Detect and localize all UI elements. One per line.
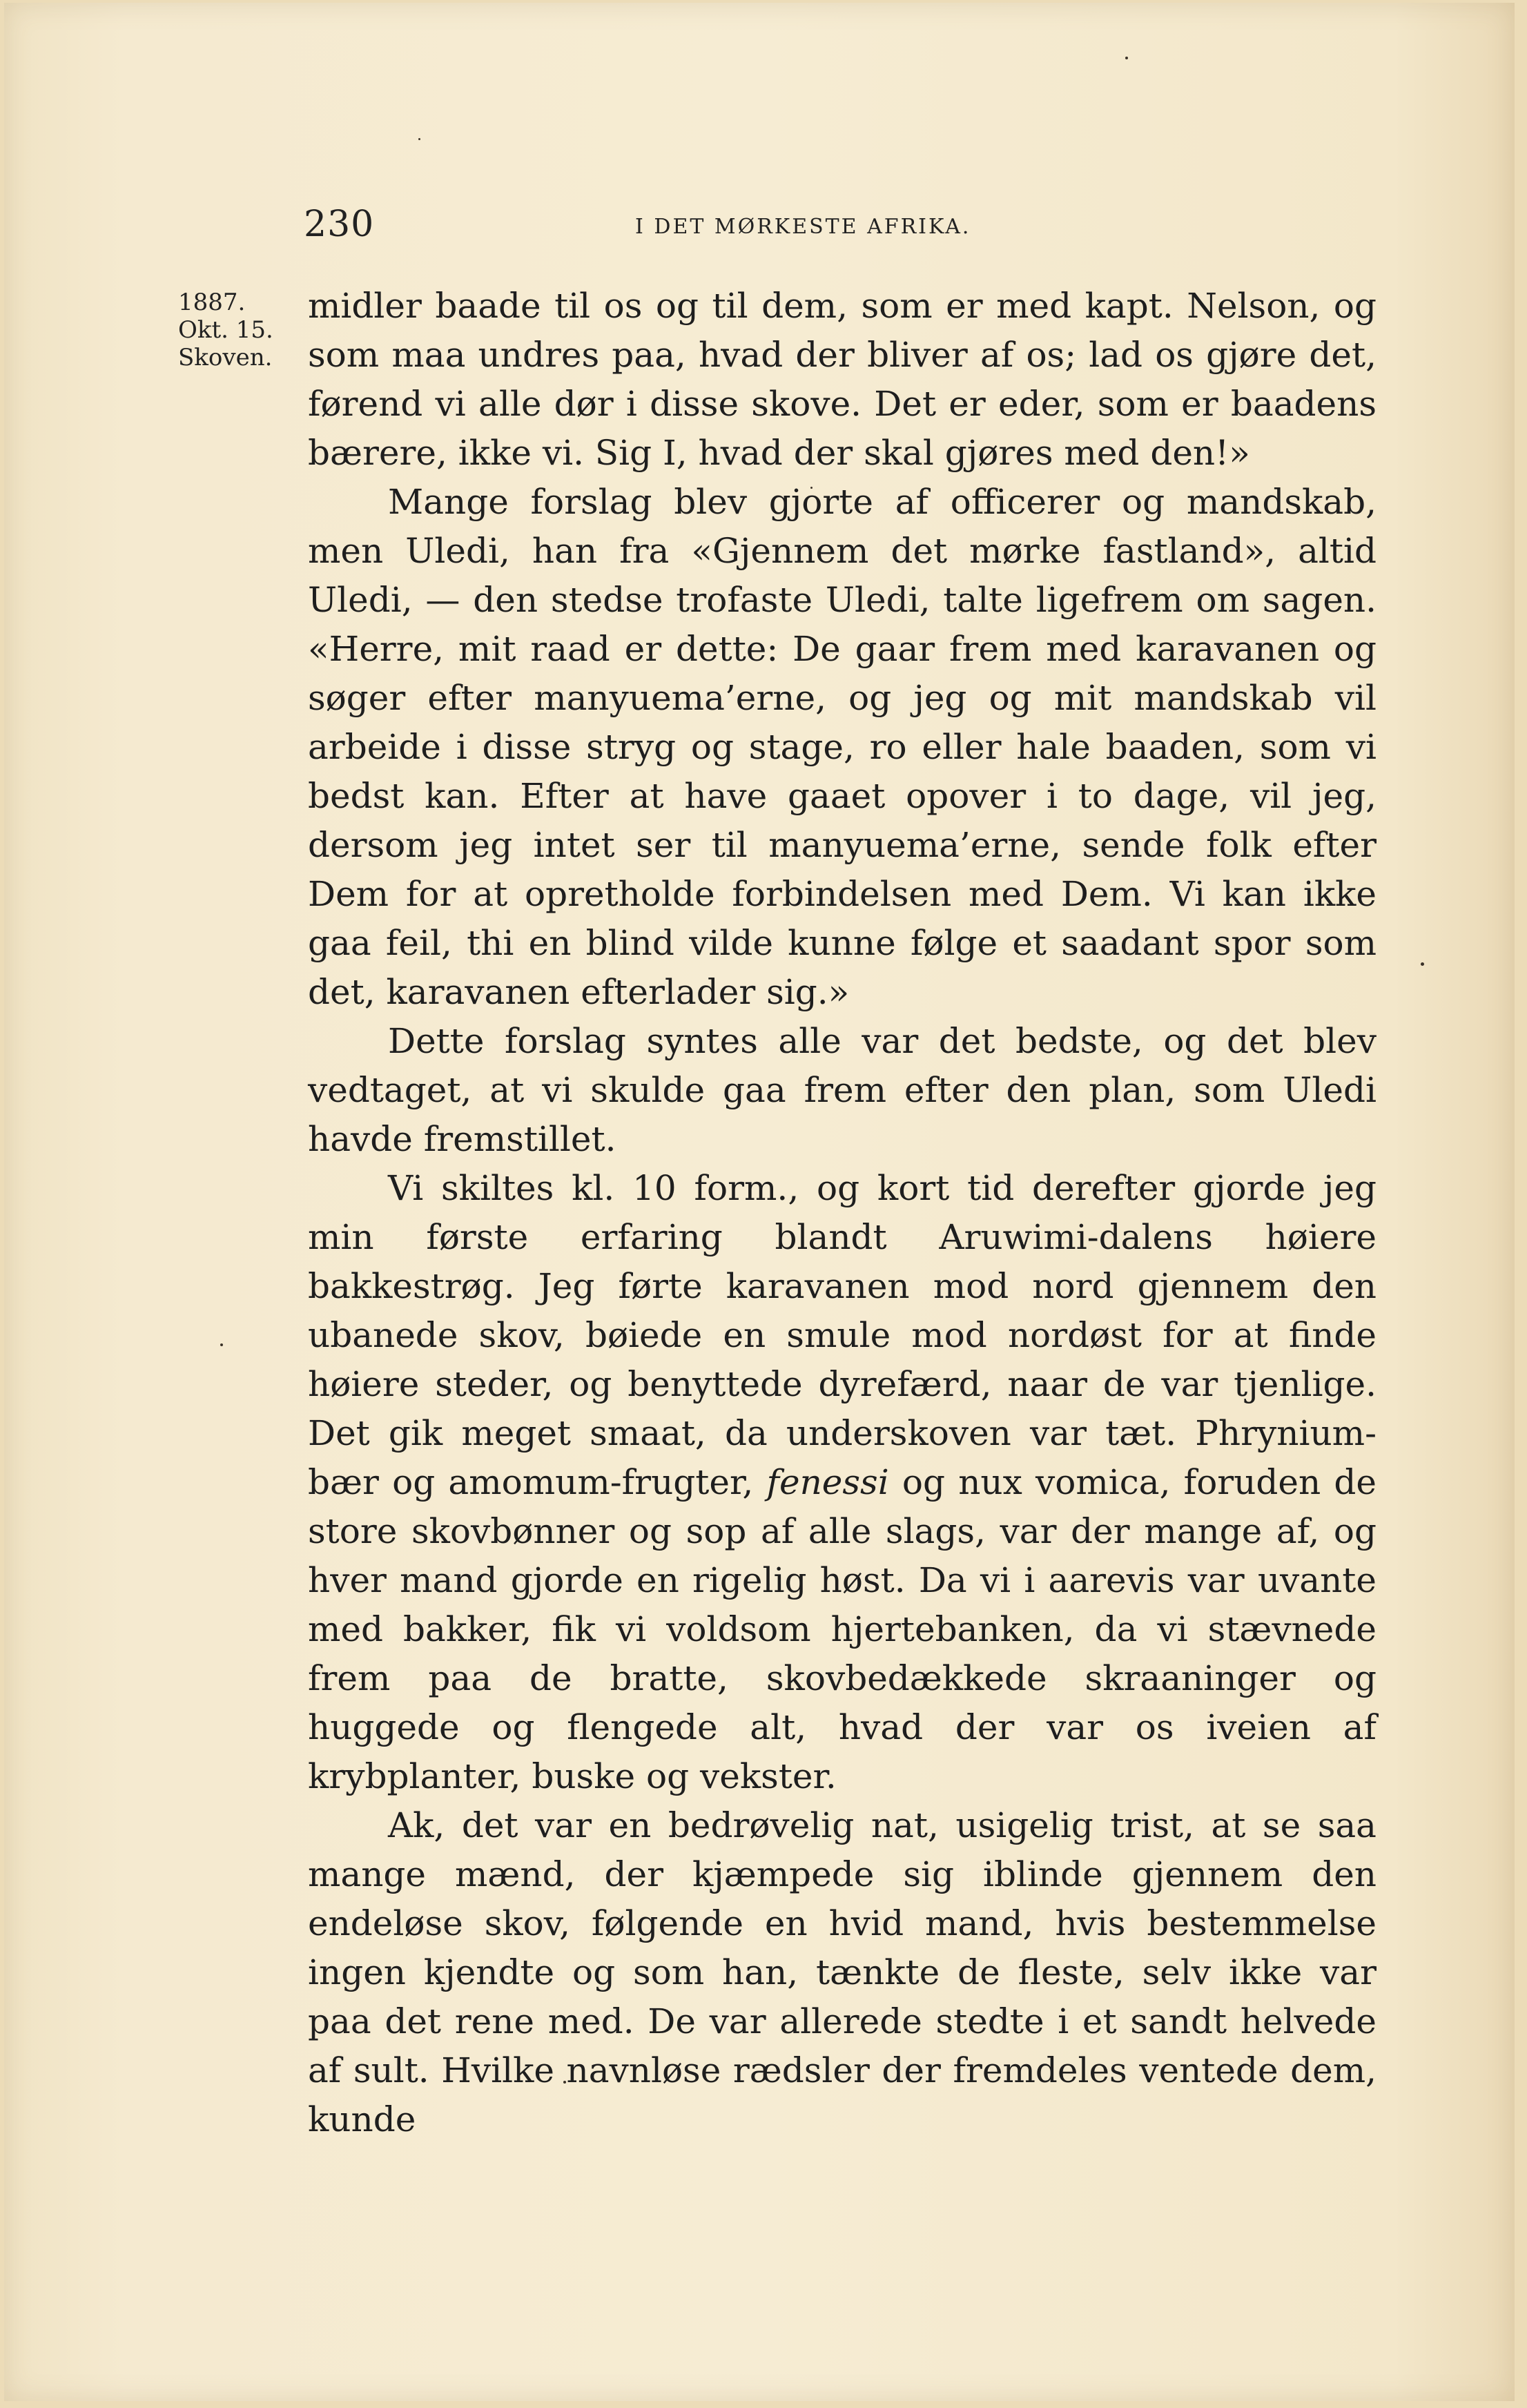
paper-speck: [1125, 57, 1128, 59]
margin-note-place: Skoven.: [178, 344, 273, 371]
paragraph: [308, 1801, 1377, 2144]
paragraph-text: og nux vomica, foruden de store skovbønner og sop af alle slags, var der mange af, og hver mand gjorde en rigelig høst. Da vi i aarevis var uvante med bakker, fik vi voldsom hjertebanken, da vi stævnede frem paa de bratte, skovbedækkede skraaninger og huggede og flengede alt, hvad der var os iveien af krybplanter, buske og vekster.: [308, 1462, 1377, 1796]
paragraph-text: midler baade til os og til dem, som er med kapt. Nelson, og som maa undres paa, hvad der bliver af os; lad os gjøre det, førend vi alle dør i disse skove. Det er eder, som er baadens bærere, ikke vi. Sig I, hvad der skal gjøres med den!»: [308, 286, 1377, 473]
paragraph: [308, 1164, 1377, 1801]
running-title: I DET MØRKESTE AFRIKA.: [635, 215, 971, 239]
body-text: [308, 282, 1377, 2144]
paper-speck: [220, 1343, 223, 1346]
paragraph-text: Mange forslag blev gjorte af officerer og mandskab, men Uledi, han fra «Gjennem det mørke fastland», altid Uledi, — den stedse trofaste Uledi, talte ligefrem om sagen. «Herre, mit raad er dette: De gaar frem med karavanen og søger efter manyuema’erne, og jeg og mit mandskab vil arbeide i disse stryg og stage, ro eller hale baaden, som vi bedst kan. Efter at have gaaet opover i to dage, vil jeg, dersom jeg intet ser til manyuema’erne, sende folk efter Dem for at opretholde forbindelsen med Dem. Vi kan ikke gaa feil, thi en blind vilde kunne følge et saadant spor som det, karavanen efterlader sig.»: [308, 482, 1377, 1012]
paragraph: [308, 282, 1377, 478]
paragraph-text: Ak, det var en bedrøvelig nat, usigelig trist, at se saa mange mænd, der kjæmpede sig iblinde gjennem den endeløse skov, følgende en hvid mand, hvis bestemmelse ingen kjendte og som han, tænkte de fleste, selv ikke var paa det rene med. De var allerede stedte i et sandt helvede af sult. Hvilke navnløse rædsler der fremdeles ventede dem, kunde: [308, 1805, 1377, 2139]
paragraph: [308, 1017, 1377, 1164]
margin-note: [178, 289, 289, 371]
page-number: 230: [304, 204, 375, 245]
italic-term: fenessi: [766, 1462, 889, 1502]
margin-note-year: 1887.: [178, 289, 246, 316]
paragraph-text: Dette forslag syntes alle var det bedste, og det blev vedtaget, at vi skulde gaa frem efter den plan, som Uledi havde fremstillet.: [308, 1021, 1377, 1159]
paragraph: [308, 478, 1377, 1017]
margin-note-date: Okt. 15.: [178, 316, 273, 344]
page-header: [304, 204, 1063, 252]
paper-speck: [1421, 962, 1424, 966]
paragraph-text: Vi skiltes kl. 10 form., og kort tid derefter gjorde jeg min første erfaring blandt Aruwimi-dalens høiere bakkestrøg. Jeg førte karavanen mod nord gjennem den ubanede skov, bøiede en smule mod nordøst for at finde høiere steder, og benyttede dyrefærd, naar de var tjenlige. Det gik meget smaat, da underskoven var tæt. Phrynium-bær og amomum-frugter,: [308, 1168, 1377, 1502]
paper-speck: [418, 138, 420, 140]
